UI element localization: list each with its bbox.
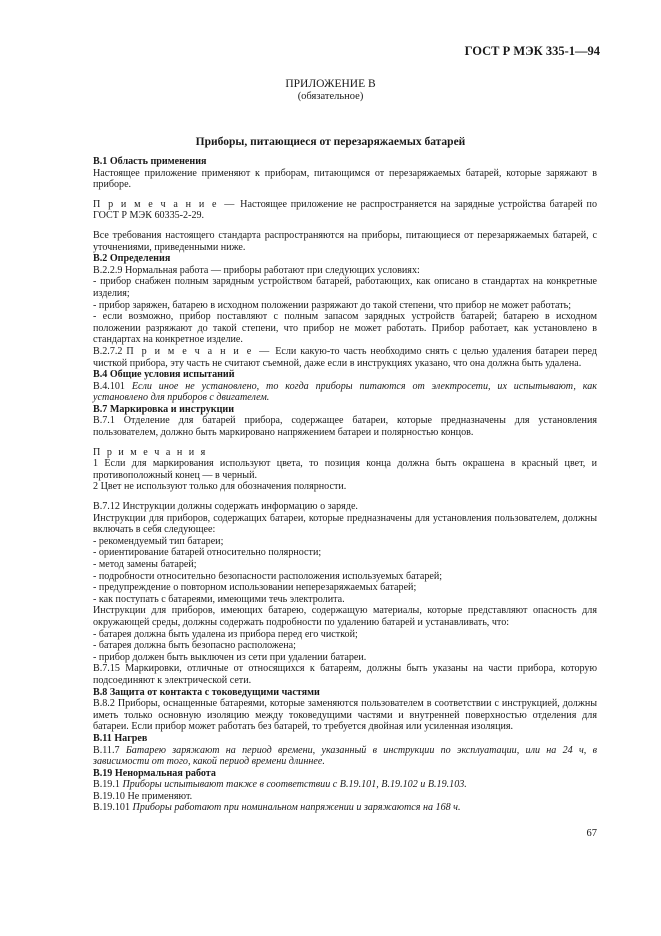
clause-number: В.19.10 (93, 790, 125, 802)
page-number: 67 (586, 828, 597, 839)
section-heading: В.2 Определения (93, 253, 171, 265)
notes-label: П р и м е ч а н и я (93, 446, 208, 458)
clause-number: В.2.7.2 (93, 345, 123, 357)
paragraph (93, 381, 597, 404)
list-item: - батарея должна быть безопасно расположена; (93, 640, 296, 652)
list-item: - подробности относительно безопасности расположения используемых батарей; (93, 570, 443, 582)
paragraph: В.7.15 Маркировки, отличные от относящихся к батареям, должны быть указаны на части прибора, которую подсоединяют к электрической сети. (93, 663, 597, 686)
note (93, 346, 597, 369)
paragraph: Все требования настоящего стандарта распространяются на приборы, питающиеся от перезаряжаемых батарей, с уточнениями, приведенными ниже. (93, 229, 597, 253)
paragraph: В.8.2 Приборы, оснащенные батареями, которые заменяются пользователем в соответствии с инструкцией, должны иметь только основную изоляцию между токоведущими частями и внутренней поверхностью отделения для батареи. Если прибор может работать без батарей, то требуется двойная или усиленная изоляция. (93, 698, 597, 733)
clause-text: Не применяют. (127, 790, 193, 802)
clause-number: В.19.101 (93, 802, 131, 814)
clause-number: В.11.7 (93, 744, 120, 756)
paragraph (93, 791, 597, 803)
paragraph: В.2.2.9 Нормальная работа — приборы работают при следующих условиях: (93, 264, 420, 276)
section-heading: В.8 Защита от контакта с токоведущими частями (93, 686, 320, 698)
standard-number: ГОСТ Р МЭК 335-1—94 (464, 44, 600, 58)
note-label: П р и м е ч а н и е — (126, 345, 272, 357)
list-item: - батарея должна быть удалена из прибора перед его чисткой; (93, 628, 358, 640)
list-item: - прибор снабжен полным зарядным устройством батарей, работающих, как описано в стандартах на конкретные изделия; (93, 276, 597, 299)
section-heading: В.19 Ненормальная работа (93, 767, 216, 779)
list-item: - ориентирование батарей относительно полярности; (93, 547, 322, 559)
paragraph: В.7.12 Инструкции должны содержать информацию о заряде. (93, 501, 358, 513)
clause-number: В.4.101 (93, 380, 125, 392)
note-text: Настоящее приложение не распространяется на зарядные устройства батарей по ГОСТ Р МЭК 60335-2-29. (93, 198, 597, 222)
note-label: П р и м е ч а н и е — (93, 198, 237, 210)
paragraph: В.7.1 Отделение для батарей прибора, содержащее батареи, которые предназначены для установления пользователем, должно быть маркировано напряжением батареи и полярностью концов. (93, 415, 597, 439)
clause-text: Приборы испытывают также в соответствии с В.19.101, В.19.102 и В.19.103. (122, 779, 467, 791)
appendix-label: ПРИЛОЖЕНИЕ В (285, 78, 376, 90)
spacer (93, 222, 597, 230)
appendix-body (93, 156, 597, 814)
paragraph (93, 745, 597, 768)
section-heading: В.11 Нагрев (93, 732, 148, 744)
note-item: 2 Цвет не используют только для обозначения полярности. (93, 481, 347, 493)
note (93, 199, 597, 222)
spacer (93, 493, 597, 501)
spacer (93, 439, 597, 447)
section-heading: В.7 Маркировка и инструкции (93, 403, 235, 415)
paragraph (93, 779, 597, 791)
appendix-title: Приборы, питающиеся от перезаряжаемых батарей (195, 136, 466, 148)
list-item: - если возможно, прибор поставляют с полным запасом зарядных устройств батарей; батарею в исходном положении разряжают до такой степени, что прибор не может работать. Прибор работает, как установлено в стандартах на конкретное изделие. (93, 311, 597, 346)
clause-text: Приборы работают при номинальном напряжении и заряжаются на 168 ч. (132, 802, 461, 814)
list-item: - прибор заряжен, батарею в исходном положении разряжают до такой степени, что прибор не может работать; (93, 299, 572, 311)
list-item: - рекомендуемый тип батареи; (93, 535, 224, 547)
note-text: Если какую-то часть необходимо снять с целью удаления батареи перед чисткой прибора, эту часть не считают съемной, даже если в инструкциях указано, что она должна быть удалена. (93, 345, 597, 369)
paragraph (93, 802, 597, 814)
appendix-status: (обязательное) (297, 91, 364, 102)
note-item: 1 Если для маркирования используют цвета, то позиция конца должна быть окрашена в красный цвет, и противоположный конец — в черный. (93, 458, 597, 481)
paragraph: Инструкции для приборов, имеющих батарею, содержащую материалы, которые представляют опасность для окружающей среды, должны содержать подробности по удалению батарей и устанавливать, что: (93, 605, 597, 628)
section-heading: В.1 Область применения (93, 156, 207, 167)
paragraph (93, 168, 597, 191)
clause-text: Батарею заряжают на период времени, указанный в инструкции по эксплуатации, или на 24 ч, в зависимости от того, какой период времени длиннее. (93, 744, 597, 768)
spacer (93, 191, 597, 199)
clause-text: Если иное не установлено, то когда приборы питаются от электросети, их испытывают, как установлено для приборов с двигателем. (93, 380, 597, 404)
list-item: - метод замены батарей; (93, 559, 197, 570)
paragraph-text: Настоящее приложение применяют к приборам, питающимся от перезаряжаемых батарей, которые заряжают в приборе. (93, 167, 597, 191)
clause-number: В.19.1 (93, 779, 120, 791)
section-heading: В.4 Общие условия испытаний (93, 369, 235, 381)
paragraph: Инструкции для приборов, содержащих батареи, которые предназначены для установления пользователем, должны включать в себя следующее: (93, 512, 597, 536)
list-item: - прибор должен быть выключен из сети при удалении батареи. (93, 651, 367, 663)
list-item: - предупреждение о повторном использовании неперезаряжаемых батарей; (93, 582, 417, 594)
list-item: - как поступать с батареями, имеющими течь электролита. (93, 593, 345, 605)
